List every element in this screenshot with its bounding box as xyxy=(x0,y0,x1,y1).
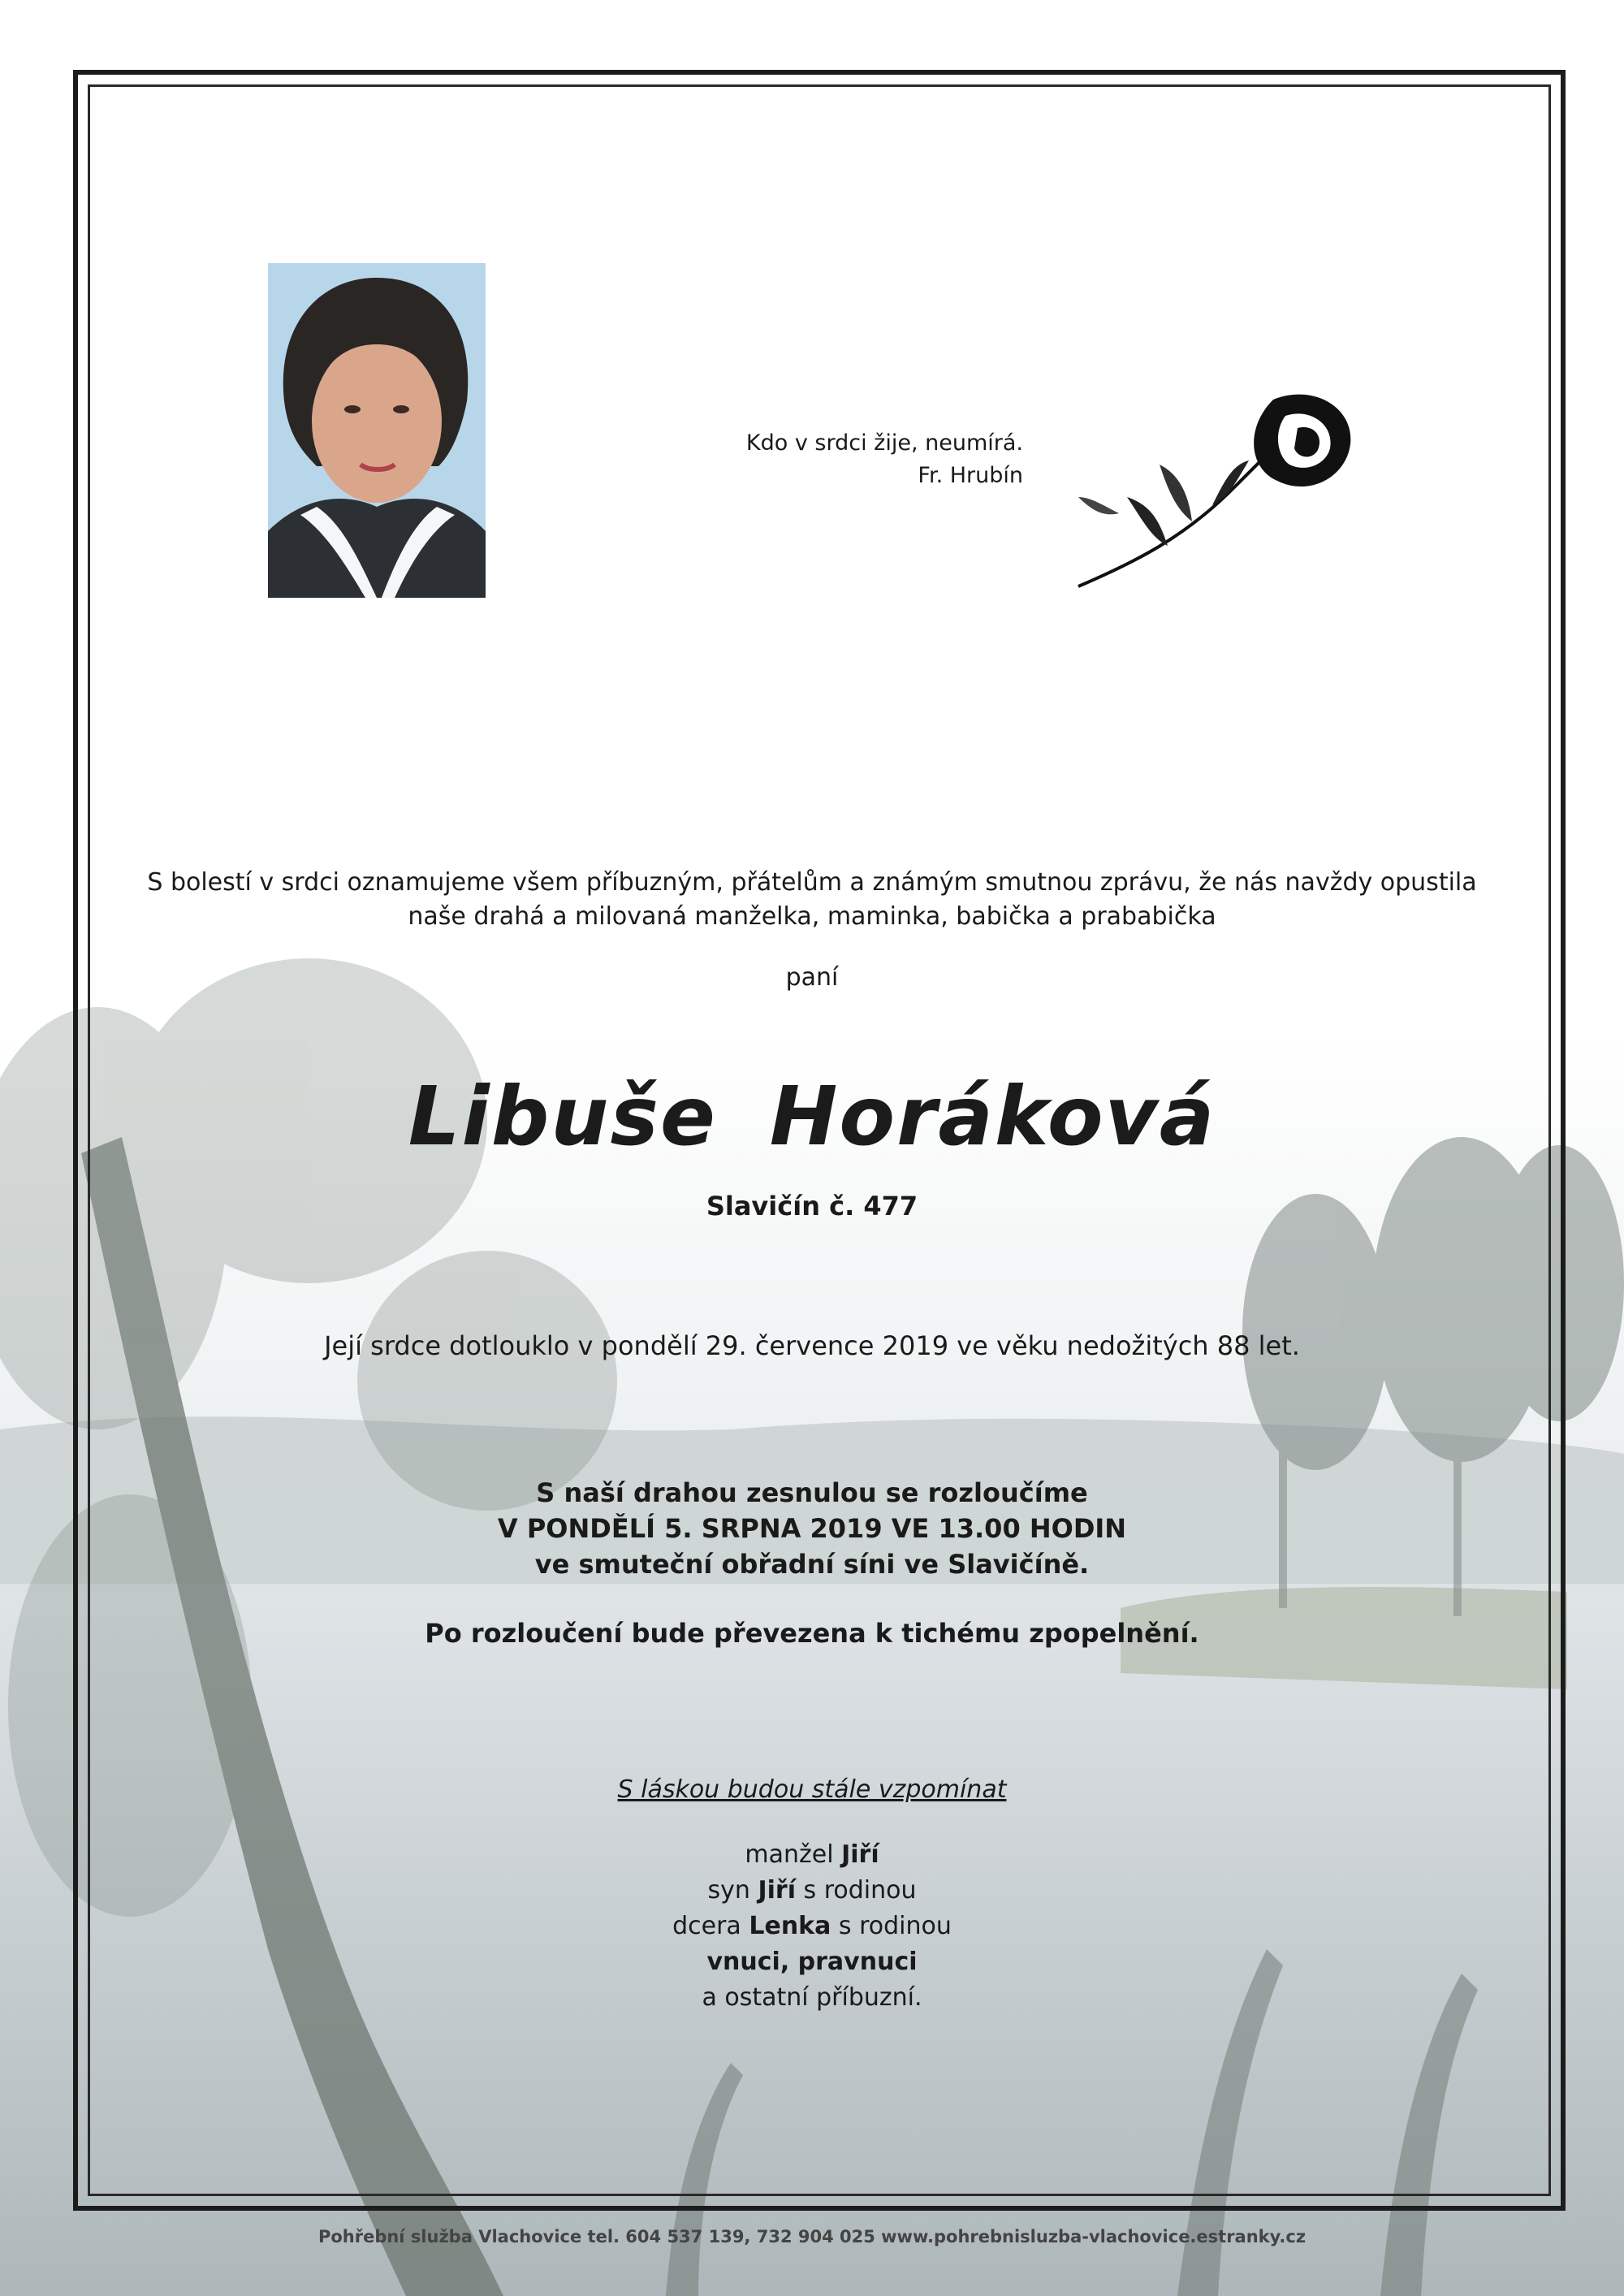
death-notice: Její srdce dotlouklo v pondělí 29. července 2019 ve věku nedožitých 88 let. xyxy=(324,1330,1300,1361)
deceased-first-name: Libuše xyxy=(408,1069,717,1164)
deceased-name xyxy=(146,1069,1478,1164)
family-list xyxy=(146,1837,1478,2016)
farewell-info xyxy=(146,1475,1478,1582)
announcement xyxy=(146,866,1478,934)
farewell-line-1: S naší drahou zesnulou se rozloučíme xyxy=(536,1477,1088,1508)
quote-author: Fr. Hrubín xyxy=(918,463,1023,488)
announcement-line-1: S bolestí v srdci oznamujeme všem příbuzným, přátelům a známým smutnou zprávu, že nás navždy opustila xyxy=(147,868,1477,897)
remembrance-heading: S láskou budou stále vzpomínat xyxy=(617,1775,1007,1804)
family-grandchildren: vnuci, pravnuci xyxy=(706,1948,918,1976)
transport-note: Po rozloučení bude převezena k tichému zpopelnění. xyxy=(425,1618,1199,1649)
announcement-line-2: naše drahá a milovaná manželka, maminka, babička a prababička xyxy=(408,902,1216,931)
farewell-line-2: V PONDĚLÍ 5. SRPNA 2019 VE 13.00 HODIN xyxy=(497,1513,1127,1544)
portrait-photo xyxy=(268,263,486,598)
quote-text: Kdo v srdci žije, neumírá. xyxy=(745,430,1023,456)
family-others: a ostatní příbuzní. xyxy=(702,1983,922,2012)
deceased-address: Slavičín č. 477 xyxy=(706,1191,918,1222)
rose-icon xyxy=(1070,383,1363,604)
family-son: syn Jiří s rodinou xyxy=(707,1876,917,1905)
funeral-service-footer: Pohřební služba Vlachovice tel. 604 537 139, 732 904 025 www.pohrebnisluzba-vlachovice.estranky.cz xyxy=(317,2227,1307,2246)
quote xyxy=(641,427,1023,492)
deceased-last-name: Horáková xyxy=(769,1069,1216,1164)
family-husband: manžel Jiří xyxy=(745,1840,879,1869)
title-word: paní xyxy=(785,963,839,992)
family-daughter: dcera Lenka s rodinou xyxy=(672,1912,952,1940)
farewell-line-3: ve smuteční obřadní síni ve Slavičíně. xyxy=(534,1549,1090,1580)
